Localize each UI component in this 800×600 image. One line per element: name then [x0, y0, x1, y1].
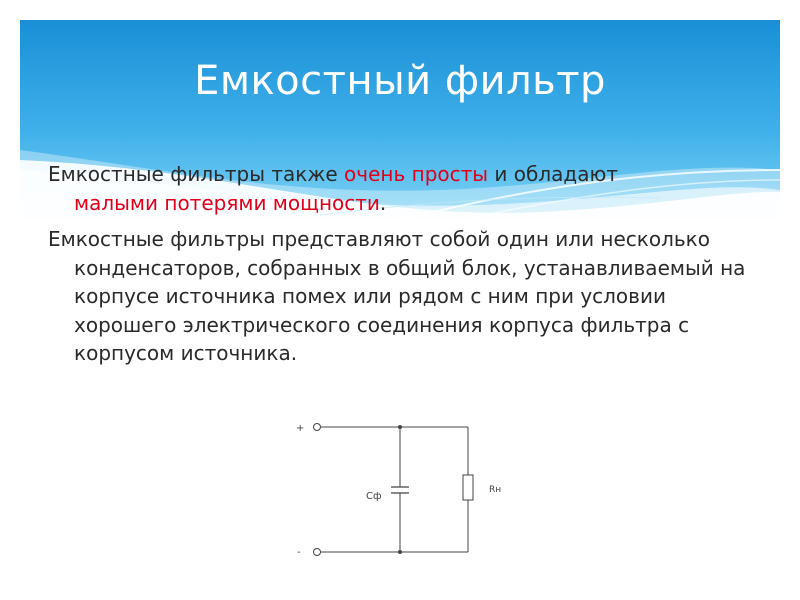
- resistor-body: [463, 475, 473, 500]
- capacitive-filter-circuit: [290, 418, 510, 568]
- minus-terminal: [314, 549, 321, 556]
- highlight-low-losses: малыми потерями мощности: [74, 190, 380, 215]
- paragraph-1-text-3: .: [379, 190, 387, 215]
- highlight-very-simple: очень просты: [344, 162, 489, 186]
- paragraph-1-text-1: Емкостные фильтры также: [48, 162, 345, 186]
- capacitor-label: Сф: [366, 491, 382, 502]
- slide-title: Емкостный фильтр: [194, 58, 606, 104]
- plus-label: +: [296, 423, 305, 434]
- plus-terminal: [314, 424, 321, 431]
- paragraph-1: [48, 160, 760, 217]
- paragraph-1-text-2: и обладают: [488, 162, 618, 186]
- resistor-label: Rн: [489, 485, 502, 495]
- paragraph-2: [48, 225, 760, 368]
- paragraph-2-text: Емкостные фильтры представляют собой один или несколько конденсаторов, собранных в общий блок, устанавливаемый на корпусе источника помех или рядом с ним при условии хорошего электрического соединения корпуса фильтра с корпусом источника.: [48, 227, 746, 365]
- slide-content: [48, 160, 760, 376]
- minus-label: -: [297, 547, 301, 558]
